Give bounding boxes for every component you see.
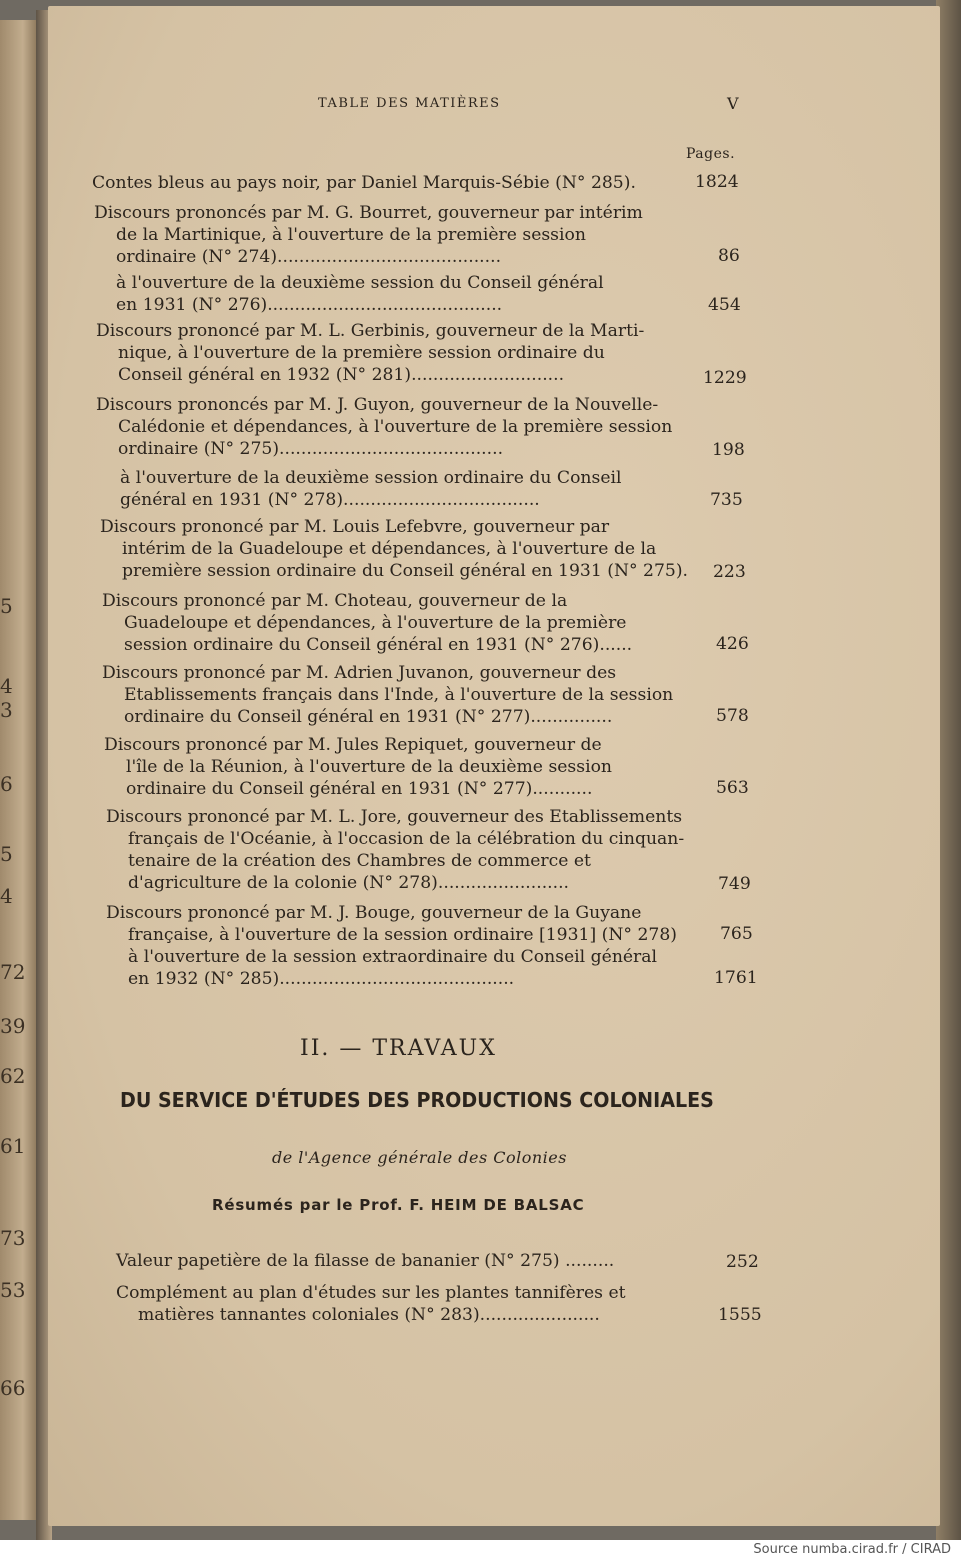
entry-line: ordinaire du Conseil général en 1931 (N° 277)........... xyxy=(126,779,593,799)
entry-page-number: 735 xyxy=(710,490,743,510)
entry-page-number: 1555 xyxy=(718,1305,762,1325)
entry-line: Complément au plan d'études sur les plantes tannifères et xyxy=(116,1283,626,1303)
margin-number: 4 xyxy=(0,884,13,908)
margin-number: 4 xyxy=(0,674,13,698)
entry-line: Calédonie et dépendances, à l'ouverture de la première session xyxy=(118,417,673,437)
entry-line: ordinaire du Conseil général en 1931 (N° 277)............... xyxy=(124,707,613,727)
entry-line: de la Martinique, à l'ouverture de la première session xyxy=(116,225,586,245)
entry-line: française, à l'ouverture de la session ordinaire [1931] (N° 278) xyxy=(128,925,677,945)
entry-line: matières tannantes coloniales (N° 283)...................... xyxy=(138,1305,600,1325)
toc-entry xyxy=(96,320,644,386)
entry-line: session ordinaire du Conseil général en 1931 (N° 276)...... xyxy=(124,635,633,655)
header-page-number: V xyxy=(727,94,739,113)
entry-line: à l'ouverture de la session extraordinaire du Conseil général xyxy=(128,947,658,967)
entry-line: en 1932 (N° 285)........................................... xyxy=(128,969,515,989)
entry-page-number: 1229 xyxy=(703,368,747,388)
margin-number: 72 xyxy=(0,960,26,984)
toc-entry xyxy=(116,272,604,316)
pages-column-label: Pages. xyxy=(686,146,736,162)
entry-page-number: 578 xyxy=(716,706,749,726)
margin-number: 53 xyxy=(0,1278,26,1302)
entry-line: en 1931 (N° 276)........................................... xyxy=(116,295,503,315)
toc-entry xyxy=(102,662,673,728)
toc-entry xyxy=(116,1282,626,1326)
entry-page-number: 223 xyxy=(713,562,746,582)
entry-page-number: 563 xyxy=(716,778,749,798)
margin-number: 3 xyxy=(0,698,13,722)
entry-page-number: 454 xyxy=(708,295,741,315)
source-credit: Source numba.cirad.fr / CIRAD xyxy=(753,1542,951,1557)
entry-line: Guadeloupe et dépendances, à l'ouverture de la première xyxy=(124,613,627,633)
entry-line: Discours prononcé par M. L. Jore, gouverneur des Etablissements xyxy=(106,807,683,827)
entry-line: à l'ouverture de la deuxième session ordinaire du Conseil xyxy=(120,468,622,488)
entry-line: Etablissements français dans l'Inde, à l'ouverture de la session xyxy=(124,685,674,705)
entry-line: Discours prononcé par M. Louis Lefebvre, gouverneur par xyxy=(100,517,610,537)
toc-entry xyxy=(106,806,684,894)
entry-line: général en 1931 (N° 278).................................... xyxy=(120,490,540,510)
entry-line: Discours prononcés par M. J. Guyon, gouverneur de la Nouvelle- xyxy=(96,395,659,415)
entry-page-number: 1824 xyxy=(695,172,739,192)
entry-page-number: 426 xyxy=(716,634,749,654)
entry-line: français de l'Océanie, à l'occasion de la célébration du cinquan- xyxy=(128,829,685,849)
entry-line: Discours prononcé par M. J. Bouge, gouverneur de la Guyane xyxy=(106,903,642,923)
toc-entry xyxy=(100,516,688,582)
entry-line: Conseil général en 1932 (N° 281)............................ xyxy=(118,365,565,385)
toc-entry xyxy=(92,172,636,194)
margin-number: 5 xyxy=(0,594,13,618)
left-page-edge xyxy=(0,20,38,1520)
entry-line: nique, à l'ouverture de la première session ordinaire du xyxy=(118,343,605,363)
entry-line: Discours prononcé par M. Adrien Juvanon, gouverneur des xyxy=(102,663,617,683)
entry-line: Discours prononcé par M. L. Gerbinis, gouverneur de la Marti- xyxy=(96,321,645,341)
entry-line: d'agriculture de la colonie (N° 278)........................ xyxy=(128,873,570,893)
section-subtitle: DU SERVICE D'ÉTUDES DES PRODUCTIONS COLONIALES xyxy=(120,1088,714,1112)
toc-entry xyxy=(128,946,657,990)
entry-page-number: 765 xyxy=(720,924,753,944)
running-header: TABLE DES MATIÈRES xyxy=(318,96,501,111)
entry-page-number: 749 xyxy=(718,874,751,894)
entry-page-number: 252 xyxy=(726,1252,759,1272)
entry-line: à l'ouverture de la deuxième session du Conseil général xyxy=(116,273,604,293)
entry-page-number: 1761 xyxy=(714,968,758,988)
section-author: Résumés par le Prof. F. HEIM DE BALSAC xyxy=(212,1196,585,1214)
entry-line: Discours prononcés par M. G. Bourret, gouverneur par intérim xyxy=(94,203,643,223)
entry-page-number: 86 xyxy=(718,246,740,266)
entry-line: l'île de la Réunion, à l'ouverture de la deuxième session xyxy=(126,757,612,777)
entry-page-number: 198 xyxy=(712,440,745,460)
margin-number: 73 xyxy=(0,1226,26,1250)
toc-entry xyxy=(104,734,612,800)
entry-line: intérim de la Guadeloupe et dépendances, à l'ouverture de la xyxy=(122,539,657,559)
section-title: II. — TRAVAUX xyxy=(300,1036,497,1061)
section-agence: de l'Agence générale des Colonies xyxy=(272,1148,567,1167)
margin-number: 61 xyxy=(0,1134,26,1158)
toc-entry xyxy=(120,467,621,511)
toc-entry xyxy=(102,590,632,656)
entry-line: Discours prononcé par M. Jules Repiquet, gouverneur de xyxy=(104,735,602,755)
entry-line: ordinaire (N° 274)......................................... xyxy=(116,247,502,267)
entry-line: tenaire de la création des Chambres de commerce et xyxy=(128,851,591,871)
margin-number: 39 xyxy=(0,1014,26,1038)
toc-entry xyxy=(96,394,672,460)
margin-number: 5 xyxy=(0,842,13,866)
toc-entry xyxy=(116,1250,614,1272)
entry-line: Discours prononcé par M. Choteau, gouverneur de la xyxy=(102,591,568,611)
margin-number: 6 xyxy=(0,772,13,796)
toc-entry xyxy=(94,202,643,268)
entry-line: ordinaire (N° 275)......................................... xyxy=(118,439,504,459)
entry-line: Valeur papetière de la filasse de bananier (N° 275) ......... xyxy=(116,1251,615,1271)
entry-line: première session ordinaire du Conseil général en 1931 (N° 275). xyxy=(122,561,689,581)
margin-number: 62 xyxy=(0,1064,26,1088)
toc-entry xyxy=(106,902,677,946)
margin-number: 66 xyxy=(0,1376,26,1400)
entry-line: Contes bleus au pays noir, par Daniel Marquis-Sébie (N° 285). xyxy=(92,173,636,193)
